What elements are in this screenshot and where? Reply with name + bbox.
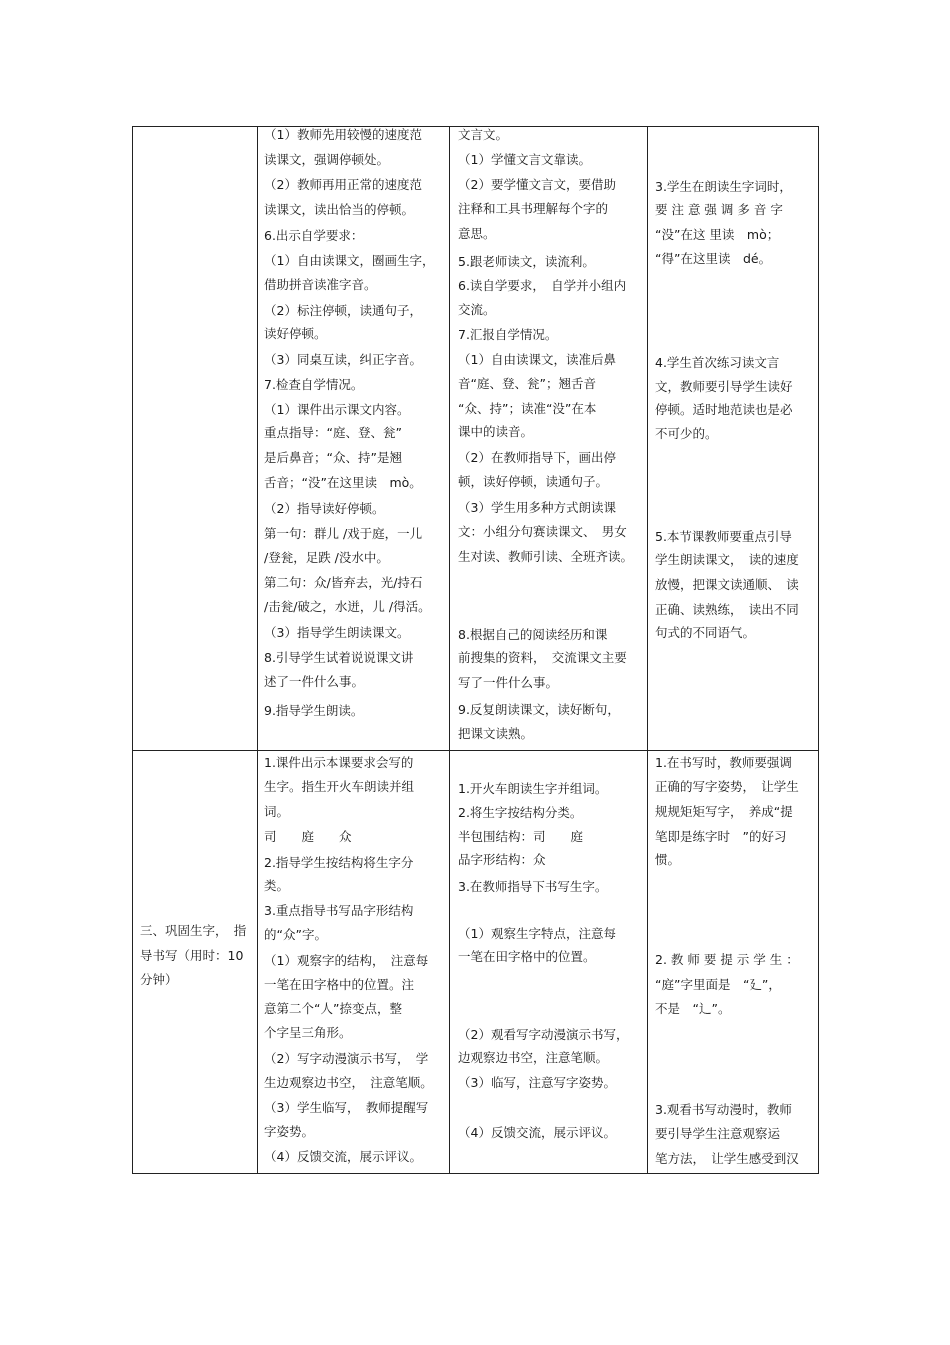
- design-notes-cell: [648, 127, 819, 751]
- student-activity-cell: [450, 751, 648, 1174]
- text-line: （1）学懂文言文靠读。: [458, 152, 591, 167]
- text-line: 3.观看书写动漫时，教师: [655, 1102, 792, 1117]
- text-line: /登瓮，足跌 /没水中。: [264, 550, 389, 565]
- text-line: 半包围结构：司 庭: [458, 829, 584, 844]
- text-line: 规规矩矩写字， 养成“提: [655, 804, 793, 819]
- text-line: 要 注 意 强 调 多 音 字: [655, 202, 783, 217]
- text-line: 分钟）: [140, 972, 178, 987]
- text-line: 文言文。: [458, 127, 509, 142]
- text-line: 惯。: [655, 852, 681, 867]
- text-line: 句式的不同语气。: [655, 625, 756, 640]
- text-line: （4）反馈交流，展示评议。: [458, 1125, 616, 1140]
- text-line: 不是 “辶”。: [655, 1001, 731, 1016]
- text-line: 课中的读音。: [458, 424, 534, 439]
- text-line: 注释和工具书理解每个字的: [458, 201, 609, 216]
- text-line: 3.重点指导书写品字形结构: [264, 903, 414, 918]
- teacher-activity-cell: [258, 751, 450, 1174]
- text-line: “没”在这 里读 mò；: [655, 227, 780, 242]
- text-line: 6.读自学要求， 自学并小组内: [458, 278, 627, 293]
- text-line: 第一句：群儿 /戏于庭，一儿: [264, 526, 423, 541]
- text-line: 3.学生在朗读生字词时，: [655, 179, 792, 194]
- text-line: （1）自由读课文，圈画生字，: [264, 253, 435, 268]
- text-line: （2）写字动漫演示书写， 学: [264, 1051, 429, 1066]
- text-line: 边观察边书空，注意笔顺。: [458, 1050, 609, 1065]
- text-line: （3）同桌互读，纠正字音。: [264, 352, 422, 367]
- text-line: 品字形结构：众: [458, 852, 546, 867]
- text-line: 2.将生字按结构分类。: [458, 805, 583, 820]
- text-line: 文，教师要引导学生读好: [655, 379, 793, 394]
- text-line: （2）教师再用正常的速度范: [264, 177, 422, 192]
- text-line: 9.指导学生朗读。: [264, 703, 364, 718]
- text-line: “得”在这里读 dé。: [655, 251, 772, 266]
- text-line: 前搜集的资料， 交流课文主要: [458, 650, 627, 665]
- text-line: 学生朗读课文， 读的速度: [655, 552, 799, 567]
- text-line: 1.课件出示本课要求会写的: [264, 755, 414, 770]
- text-line: 不可少的。: [655, 426, 718, 441]
- text-line: 5.跟老师读文，读流利。: [458, 254, 595, 269]
- text-line: 字姿势。: [264, 1124, 315, 1139]
- text-line: （3）学生临写， 教师提醒写: [264, 1100, 429, 1115]
- text-line: （1）自由读课文，读准后鼻: [458, 352, 616, 367]
- text-line: （2）指导读好停顿。: [264, 501, 385, 516]
- text-line: 个字呈三角形。: [264, 1025, 352, 1040]
- text-line: 司 庭 众: [264, 829, 352, 844]
- text-line: 类。: [264, 878, 290, 893]
- table-row-reading: [133, 127, 819, 751]
- text-line: 读课文，强调停顿处。: [264, 152, 390, 167]
- text-line: 放慢，把课文读通顺、 读: [655, 577, 799, 592]
- text-line: “众、持”；读准“没”在本: [458, 401, 597, 416]
- text-line: 停顿。适时地范读也是必: [655, 402, 793, 417]
- text-line: 生字。指生开火车朗读并组: [264, 779, 415, 794]
- text-line: （4）反馈交流，展示评议。: [264, 1149, 422, 1164]
- text-line: 读好停顿。: [264, 326, 327, 341]
- text-line: 一笔在田字格中的位置。注: [264, 977, 415, 992]
- student-activity-cell: [450, 127, 648, 751]
- lesson-plan-table: [132, 126, 819, 1174]
- table-row-writing: [133, 751, 819, 1174]
- text-line: 词。: [264, 804, 290, 819]
- text-line: 重点指导：“庭、登、瓮”: [264, 425, 402, 440]
- text-line: 8.根据自己的阅读经历和课: [458, 627, 608, 642]
- text-line: 正确的写字姿势， 让学生: [655, 779, 799, 794]
- stage-cell: [133, 127, 258, 751]
- text-line: “庭”字里面是 “廴”，: [655, 977, 781, 992]
- text-line: （2）在教师指导下，画出停: [458, 450, 616, 465]
- text-line: 5.本节课教师要重点引导: [655, 529, 792, 544]
- text-line: 意思。: [458, 226, 496, 241]
- text-line: 的“众”字。: [264, 927, 327, 942]
- text-line: 顿，读好停顿，读通句子。: [458, 474, 609, 489]
- text-line: （3）临写，注意写字姿势。: [458, 1075, 616, 1090]
- text-line: 文：小组分句赛读课文、 男女: [458, 524, 627, 539]
- text-line: 1.在书写时，教师要强调: [655, 755, 792, 770]
- text-line: 7.检查自学情况。: [264, 377, 364, 392]
- design-notes-cell: [648, 751, 819, 1174]
- text-line: 舌音；“没”在这里读 mò。: [264, 475, 422, 490]
- text-line: 意第二个“人”捺变点，整: [264, 1001, 402, 1016]
- text-line: 1.开火车朗读生字并组词。: [458, 781, 608, 796]
- text-line: 要引导学生注意观察运: [655, 1126, 781, 1141]
- teacher-activity-cell: [258, 127, 450, 751]
- text-line: （2）要学懂文言文，要借助: [458, 177, 616, 192]
- text-line: 生边观察边书空， 注意笔顺。: [264, 1075, 433, 1090]
- text-line: （2）标注停顿，读通句子，: [264, 303, 422, 318]
- text-line: 导书写（用时：10: [140, 948, 244, 963]
- text-line: 读课文，读出恰当的停顿。: [264, 202, 415, 217]
- text-line: 音“庭、登、瓮”；翘舌音: [458, 376, 596, 391]
- text-line: （1）课件出示课文内容。: [264, 402, 410, 417]
- stage-cell: [133, 751, 258, 1174]
- text-line: （1）教师先用较慢的速度范: [264, 127, 422, 142]
- text-line: 7.汇报自学情况。: [458, 327, 558, 342]
- text-line: 是后鼻音；“众、持”是翘: [264, 450, 402, 465]
- text-line: 三、巩固生字， 指: [140, 923, 247, 938]
- text-line: /击瓮/破之，水迸，儿 /得活。: [264, 599, 431, 614]
- text-line: （1）观察生字特点，注意每: [458, 926, 616, 941]
- text-line: 4.学生首次练习读文言: [655, 355, 780, 370]
- text-line: （1）观察字的结构， 注意每: [264, 953, 429, 968]
- text-line: 把课文读熟。: [458, 726, 534, 741]
- text-line: 第二句：众/皆弃去，光/持石: [264, 575, 423, 590]
- text-line: 写了一件什么事。: [458, 675, 559, 690]
- text-line: 2.指导学生按结构将生字分: [264, 855, 414, 870]
- text-line: 交流。: [458, 302, 496, 317]
- text-line: 笔即是练字时 ”的好习: [655, 829, 787, 844]
- text-line: 述了一件什么事。: [264, 674, 365, 689]
- text-line: （3）学生用多种方式朗读课: [458, 500, 616, 515]
- text-line: 一笔在田字格中的位置。: [458, 949, 596, 964]
- text-line: （2）观看写字动漫演示书写，: [458, 1027, 629, 1042]
- text-line: （3）指导学生朗读课文。: [264, 625, 410, 640]
- text-line: 2. 教 师 要 提 示 学 生 ：: [655, 952, 799, 967]
- text-line: 6.出示自学要求：: [264, 228, 364, 243]
- text-line: 正确、读熟练， 读出不同: [655, 602, 799, 617]
- text-line: 3.在教师指导下书写生字。: [458, 879, 608, 894]
- text-line: 9.反复朗读课文，读好断句，: [458, 702, 620, 717]
- text-line: 笔方法， 让学生感受到汉: [655, 1151, 799, 1166]
- text-line: 生对读、教师引读、全班齐读。: [458, 549, 634, 564]
- text-line: 借助拼音读准字音。: [264, 277, 377, 292]
- text-line: 8.引导学生试着说说课文讲: [264, 650, 414, 665]
